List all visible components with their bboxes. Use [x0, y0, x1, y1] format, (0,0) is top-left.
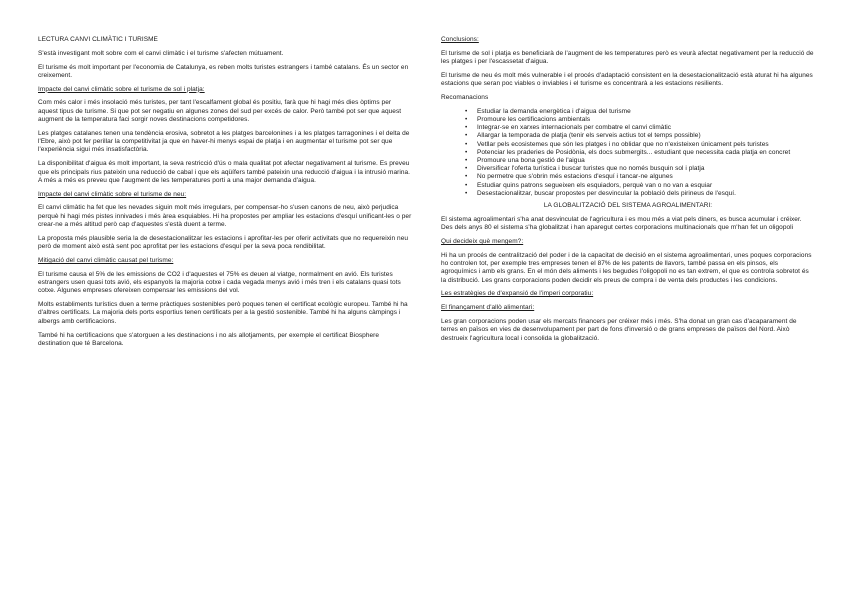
neu-paragraph-1: El canvi climàtic ha fet que les nevades siguin molt més irregulars, per compensar-ho s'usen canons de neu, això perjudica perquè hi hagi més pistes innivades i més àrea esquiables. Hi ha propostes per ampliar les estacions d'esquí unificant-les o per crear-ne a més altitud però cap d'aquestes s'està duent a terme. — [38, 204, 412, 229]
heading-estrategies: Les estratègies de d'expansió de l'imperi corporatiu: — [441, 290, 594, 298]
heading-financament: El finançament d'allò alimentari: — [441, 304, 535, 312]
list-item: • No permetre que s'obrin més estacions d'esquí i tancar-ne algunes — [477, 173, 815, 181]
heading-globalitzacio: LA GLOBALITZACIÓ DEL SISTEMA AGROALIMENTARI: — [543, 202, 713, 210]
intro-paragraph-1: S'està investigant molt sobre com el canvi climàtic i el turisme s'afecten mútuament. — [38, 49, 284, 57]
conclusions-paragraph-1: El turisme de sol i platja es beneficiarà de l'augment de les temperatures però es veurà afectat negativament per la reducció de les platges i per l'escassetat d'aigua. — [441, 49, 814, 66]
list-item: • Diversificar l'oferta turística i buscar turistes que no només busquin sol i platja — [477, 165, 815, 173]
list-item: • Allargar la temporada de platja (tenir els serveis actius tot el temps possible) — [477, 132, 815, 140]
intro-paragraph-2: El turisme és molt important per l'economia de Catalunya, es reben molts turistes estrangers i també catalans. És un sector en creixement. — [38, 63, 409, 79]
heading-impacte-neu: Impacte del canvi climàtic sobre el turisme de neu: — [38, 190, 187, 198]
heading-impacte-sol-platja: Impacte del canvi climàtic sobre el turisme de sol i platja: — [38, 85, 205, 93]
heading-mitigacio: Mitigació del canvi climàtic causat pel turisme: — [38, 256, 174, 264]
left-column — [38, 36, 412, 354]
list-item: • Desestacionalitzar, buscar propostes per desvincular la població dels pirineus de l'esquí. — [477, 190, 815, 198]
recommendations-list — [441, 108, 815, 198]
neu-paragraph-2: La proposta més plausible seria la de desestacionalitzar les estacions i aprofitar-les per oferir activitats que no requereixin neu però de moment això està sent poc aprofitat per les estacions d'esquí per la seva poca rendibilitat. — [38, 234, 409, 251]
list-item: • Potenciar les praderies de Posidònia, els docs submergits... estudiant que necessita cada platja en concret — [477, 149, 815, 157]
list-item: • Promoure una bona gestió de l'aigua — [477, 157, 815, 165]
list-item: • Estudiar quins patrons segueixen els esquiadors, perquè van o no van a esquiar — [477, 182, 815, 190]
heading-qui-decideix: Qui decideix què mengem?: — [441, 237, 524, 245]
mitigacio-paragraph-1: El turisme causa el 5% de les emissions de CO2 i d'aquestes el 75% es deuen al viatge, normalment en avió. Els turistes estrangers usen quasi tots avió, els espanyols la majoria cotxe i cada vegada menys avió i més tren i els catalans quasi tots cotxe. Algunes empreses ofereixen compensar les emissions del vol. — [38, 270, 401, 295]
list-item: • Integrar-se en xarxes internacionals per combatre el canvi climàtic — [477, 124, 815, 132]
qui-decideix-paragraph: Hi ha un procés de centralització del poder i de la capacitat de decisió en el sistema agroalimentari, unes poques corporacions ho controlen tot, per exemple tres empreses tenen el 87% de les patents de llavors, també passa en els pinsos, els agroquímics i amb els grans. En el món dels aliments i les begudes l'oligopoli no es tan extrem, el que es controla sobretot és la distribució. Les grans corporacions poden decidir els preus de compra i de venta dels productes i les condicions. — [441, 251, 812, 284]
globalitzacio-paragraph-1: El sistema agroalimentari s'ha anat desvinculat de l'agricultura i es mou més a viat pels diners, es busca acumular i créixer. Des dels anys 80 el sistema s'ha globalitzat i han aparegut certes corporacions multinacionals que m'han fet un oligopoli — [441, 215, 802, 232]
heading-conclusions: Conclusions: — [441, 36, 479, 43]
list-item: • Vetllar pels ecosistemes que són les platges i no oblidar que no n'existeixen únicament pels turistes — [477, 141, 815, 149]
sol-paragraph-2: Les platges catalanes tenen una tendència erosiva, sobretot a les platges barcelonines i a les platges tarragonines i el delta de l'Ebre, això pot fer perillar la competitivitat ja que en haver-hi menys espai de platja i en augmentar el turisme pot ser que l'experiència sigui més insatisfactòria. — [38, 129, 410, 154]
sol-paragraph-3: La disponibilitat d'aigua és molt important, la seva restricció d'ús o mala qualitat pot afectar negativament al turisme. Es preveu que els principals rius pateixin una reducció de cabal i que els aqüífers també pateixin una reducció d'aigua i la intrusió marina. A més a més es preveu que l'augment de les temperatures porti a una major demanda d'aigua. — [38, 160, 411, 184]
list-item: • Estudiar la demanda energètica i d'aigua del turisme — [477, 108, 815, 116]
sol-paragraph-1: Com més calor i més insolació més turistes, per tant l'escalfament global és positiu, farà que hi hagi més dies òptims per aquest tipus de turisme. Si que pot ser negatiu en algunes zones del sud per excés de calor. Però també pot ser que aquest augment de la temperatura faci sorgir noves destinacions competidores. — [38, 99, 402, 124]
right-column — [441, 36, 815, 348]
mitigacio-paragraph-3: També hi ha certificacions que s'atorguen a les destinacions i no als allotjaments, per exemple el certificat Biosphere destination que té Barcelona. — [38, 331, 380, 347]
document-title: LECTURA CANVI CLIMÀTIC I TURISME — [38, 36, 158, 43]
list-item: • Promoure les certificacions ambientals — [477, 116, 815, 124]
conclusions-paragraph-2: El turisme de neu és molt més vulnerable i el procés d'adaptació consistent en la desestacionalització està aturat hi ha algunes estacions que seran poc viables o inviables i el turisme es concentrarà a les estacions resilients. — [441, 71, 813, 88]
mitigacio-paragraph-2: Molts establiments turístics duen a terme pràctiques sostenibles però poques tenen el certificat ecològic europeu. També hi ha d'altres certificats. La majoria dels ports esportius tenen certificats per a la gestió sostenible. També hi ha alguns càmpings i albergs amb certificacions. — [38, 301, 408, 325]
financament-paragraph: Les gran corporacions poden usar els mercats financers per créixer més i més. S'ha donat un gran cas d'acaparament de terres en països en vies de desenvolupament per part de fons d'inversió o de grans empreses de països del Nord. Això destrueix l'agricultura local i consolida la globalització. — [441, 317, 797, 342]
heading-recomanacions: Recomanacions — [441, 93, 489, 101]
